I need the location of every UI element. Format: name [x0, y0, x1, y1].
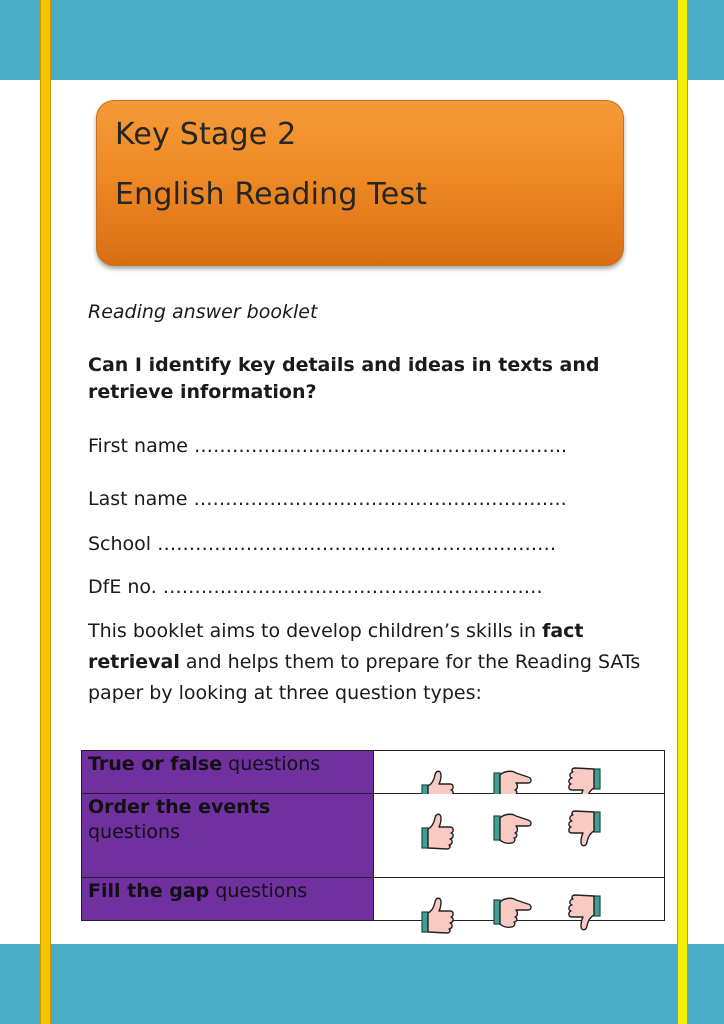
thumbs-down-icon[interactable] [564, 894, 608, 934]
right-stripe [677, 0, 688, 1024]
table-row [82, 751, 665, 794]
top-band [0, 0, 724, 80]
left-stripe [40, 0, 51, 1024]
type-rest: questions [209, 879, 308, 902]
booklet-subtitle: Reading answer booklet [88, 301, 318, 323]
intro-bold-retrieval: retrieval [88, 651, 180, 673]
learning-question: Can I identify key details and ideas in texts and retrieve information? [88, 354, 600, 403]
thumbs-up-icon[interactable] [414, 810, 458, 850]
table-row [82, 877, 665, 920]
last-name-field[interactable] [88, 487, 567, 511]
rating-cell [374, 751, 665, 794]
field-label: DfE no. [88, 576, 157, 598]
thumbs-down-icon[interactable] [564, 810, 608, 850]
thumbs-sideways-icon[interactable] [488, 894, 532, 934]
type-label-cell [82, 877, 374, 920]
thumbs-sideways-icon[interactable] [488, 810, 532, 850]
title-key-stage: Key Stage 2 [115, 117, 297, 152]
question-types-table [81, 750, 665, 921]
table-row [82, 794, 665, 877]
field-dots: ……………………………………………………… [157, 533, 557, 555]
type-bold: Order the events [88, 796, 271, 819]
title-box [96, 100, 624, 266]
type-rest: questions [88, 821, 180, 844]
intro-pre: This booklet aims to develop children’s skills in [88, 620, 543, 642]
intro-paragraph [88, 616, 648, 709]
rating-cell [374, 877, 665, 920]
rating-cell [374, 794, 665, 877]
thumbs-up-icon[interactable] [414, 894, 458, 934]
type-bold: True or false [88, 753, 223, 775]
type-label-cell [82, 751, 374, 794]
type-rest: questions [222, 753, 321, 775]
field-label: Last name [88, 488, 188, 510]
type-bold: Fill the gap [88, 879, 210, 902]
field-dots: ………………………………………………….. [193, 435, 568, 457]
intro-bold-fact: fact [542, 620, 584, 642]
field-label: First name [88, 435, 188, 457]
title-test-name: English Reading Test [115, 177, 428, 212]
field-dots: ………………………………………………….. [193, 488, 567, 510]
intro-post: and helps them to prepare for the Reading SATs paper by looking at three question types: [88, 651, 641, 704]
school-field[interactable] [88, 532, 556, 556]
first-name-field[interactable] [88, 434, 567, 458]
type-label-cell [82, 794, 374, 877]
dfe-number-field[interactable] [88, 575, 543, 599]
field-dots: …………………………………………………… [162, 576, 543, 598]
field-label: School [88, 533, 152, 555]
bottom-band [0, 944, 724, 1024]
